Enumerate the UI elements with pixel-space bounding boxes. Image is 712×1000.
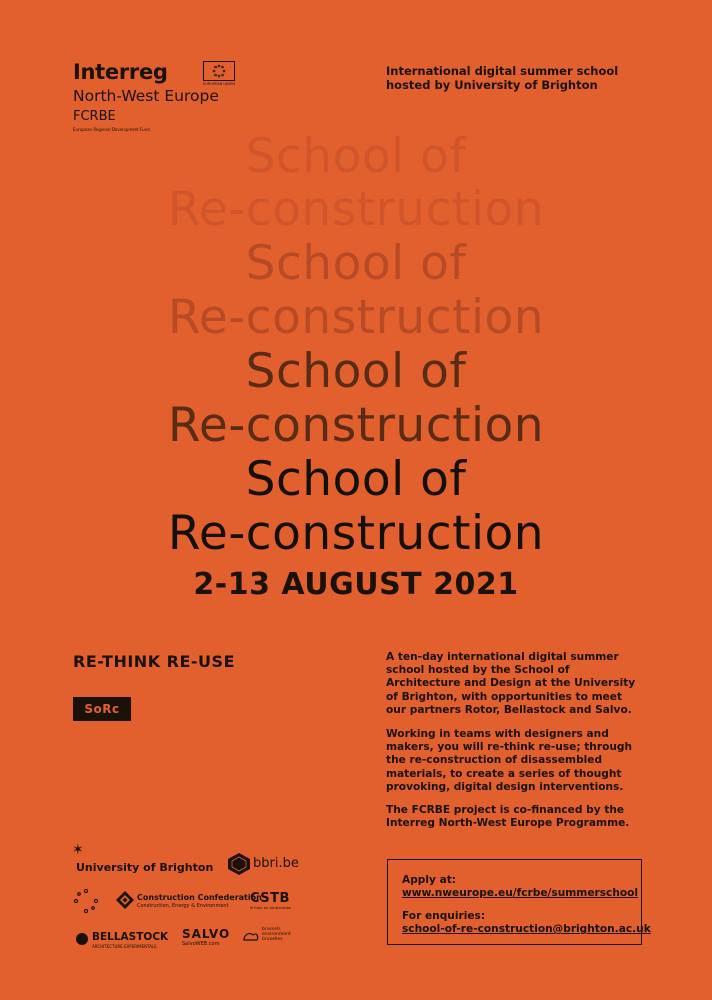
title-echo-2-line-b: Re-construction (167, 290, 545, 345)
bbri-hexagon-icon (226, 852, 252, 876)
rethink-reuse-heading: RE-THINK RE-USE (73, 652, 235, 671)
construction-confederation-logo: Construction Confederation (137, 893, 262, 902)
tagline-line-1: International digital summer school (386, 64, 619, 78)
eu-flag-icon (203, 61, 235, 81)
brussels-environment-logo: brussels environment bruxelles (262, 927, 291, 942)
apply-label: Apply at: (402, 874, 457, 886)
bellastock-circle-icon (76, 933, 88, 945)
title-echo-1-line-b: Re-construction (167, 182, 545, 237)
tagline-line-2: hosted by University of Brighton (386, 78, 598, 92)
construction-confederation-subtitle: Construction, Energy & Environment (137, 903, 229, 909)
project-name-text: FCRBE (73, 109, 116, 124)
title-main-line-a: School of (245, 452, 467, 507)
construction-confederation-icon (116, 891, 134, 909)
interreg-logo-text: Interreg (73, 60, 168, 84)
university-of-brighton-star-icon: ✶ (72, 842, 84, 858)
cstb-logo: CSTB (250, 891, 290, 906)
eu-flag-caption: EUROPEAN UNION (203, 82, 235, 86)
title-echo-2-line-a: School of (245, 236, 467, 291)
title-echo-3-line-b: Re-construction (167, 398, 545, 453)
enquiries-label: For enquiries: (402, 910, 486, 922)
header-tagline (386, 64, 626, 92)
title-echo-3-line-a: School of (245, 344, 467, 399)
title-main-line-b: Re-construction (167, 506, 545, 561)
brussels-environment-icon (242, 929, 260, 943)
bellastock-subtitle: ARCHITECTURE EXPERIMENTALE (92, 944, 157, 949)
apply-link[interactable]: www.nweurope.eu/fcrbe/summerschool (402, 887, 639, 899)
funding-paragraph: The FCRBE project is co-financed by the Interreg North-West Europe Programme. (386, 804, 630, 830)
enquiries-email-link[interactable]: school-of-re-construction@brighton.ac.uk (402, 923, 651, 935)
sorc-badge: SoRc (73, 697, 131, 721)
bbri-logo: bbri.be (253, 856, 299, 871)
title-echo-1-line-a: School of (245, 129, 467, 184)
event-date: 2-13 AUGUST 2021 (193, 567, 519, 602)
teams-paragraph: Working in teams with designers and makers, you will re-think re-use; through the re-construction of disassembled materials, to create a series of thought provoking, digital design interventions. (386, 728, 633, 793)
salvo-logo: SALVO (182, 927, 231, 941)
interreg-programme-text: North-West Europe (73, 87, 219, 105)
fund-name-text: European Regional Development Fund (73, 127, 150, 132)
contact-box (387, 859, 651, 945)
salvo-subtitle: SalvoWEB.com (182, 941, 220, 947)
cstb-subtitle: le futur en construction (250, 906, 292, 910)
rotor-logo-icon (73, 888, 99, 914)
university-of-brighton-logo: University of Brighton (76, 861, 214, 874)
bellastock-logo: BELLASTOCK (92, 931, 169, 943)
intro-paragraph: A ten-day international digital summer school hosted by the School of Architecture and Design at the University of Brighton, with opportunities to meet our partners Rotor, Bellastock and Salvo. (386, 651, 636, 716)
